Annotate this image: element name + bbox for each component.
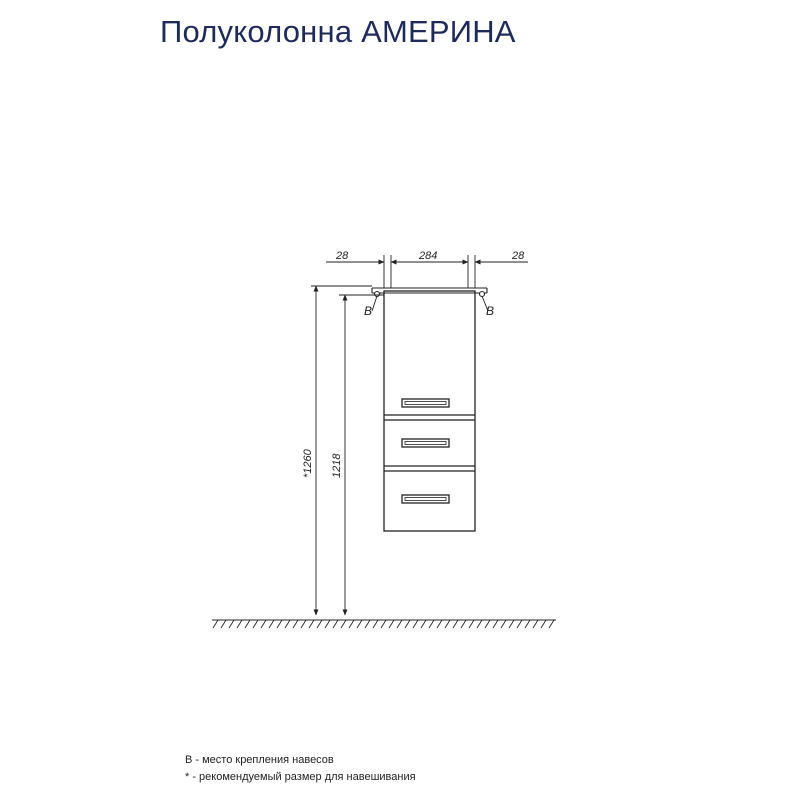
floor-hatch-stroke <box>493 620 498 628</box>
floor-hatch-stroke <box>485 620 490 628</box>
floor-hatch-stroke <box>341 620 346 628</box>
floor-hatch-stroke <box>461 620 466 628</box>
floor-hatch-stroke <box>405 620 410 628</box>
floor-hatch-stroke <box>365 620 370 628</box>
floor-hatch-stroke <box>349 620 354 628</box>
floor-hatch-stroke <box>397 620 402 628</box>
door-handle <box>402 399 449 407</box>
drawer-2-handle <box>402 495 449 503</box>
floor-hatch-stroke <box>549 620 554 628</box>
floor-hatch-stroke <box>517 620 522 628</box>
mount-point-right <box>480 292 495 319</box>
floor-hatching <box>213 620 554 628</box>
floor-hatch-stroke <box>533 620 538 628</box>
floor-hatch-stroke <box>429 620 434 628</box>
floor-hatch-stroke <box>445 620 450 628</box>
dim-height-mount <box>311 286 372 615</box>
floor-hatch-stroke <box>317 620 322 628</box>
floor-hatch-stroke <box>389 620 394 628</box>
floor-hatch-stroke <box>541 620 546 628</box>
mount-point-left <box>364 292 380 319</box>
floor-hatch-stroke <box>421 620 426 628</box>
floor-hatch-stroke <box>469 620 474 628</box>
floor-hatch-stroke <box>293 620 298 628</box>
dim-label-right-28: 28 <box>512 250 525 262</box>
floor-hatch-stroke <box>525 620 530 628</box>
floor-hatch-stroke <box>309 620 314 628</box>
floor-hatch-stroke <box>501 620 506 628</box>
floor-hatch-stroke <box>301 620 306 628</box>
floor-hatch-stroke <box>333 620 338 628</box>
floor-hatch-stroke <box>413 620 418 628</box>
drawer-1-handle <box>402 439 449 447</box>
floor-hatch-stroke <box>381 620 386 628</box>
floor-hatch-stroke <box>229 620 234 628</box>
drawer-1-handle-inner <box>405 442 446 445</box>
floor-hatch-stroke <box>509 620 514 628</box>
legend-mount-points: B - место крепления навесов <box>185 754 334 766</box>
floor-hatch-stroke <box>269 620 274 628</box>
floor-hatch-stroke <box>277 620 282 628</box>
mount-label-right: B <box>486 304 495 318</box>
door-handle-inner <box>405 402 446 405</box>
floor-hatch-stroke <box>221 620 226 628</box>
dim-label-1218: 1218 <box>331 453 343 478</box>
floor-hatch-stroke <box>477 620 482 628</box>
floor-hatch-stroke <box>261 620 266 628</box>
floor-hatch-stroke <box>285 620 290 628</box>
floor-hatch-stroke <box>357 620 362 628</box>
legend-recommended-size: * - рекомендуемый размер для навешивания <box>185 771 416 783</box>
floor-hatch-stroke <box>437 620 442 628</box>
dim-label-1260: *1260 <box>302 449 314 478</box>
floor-hatch-stroke <box>453 620 458 628</box>
floor-hatch-stroke <box>245 620 250 628</box>
floor-hatch-stroke <box>325 620 330 628</box>
dim-label-284: 284 <box>419 250 438 262</box>
dim-height-cabinet <box>339 295 384 615</box>
dim-label-left-28: 28 <box>336 250 349 262</box>
page-title: Полуколонна АМЕРИНА <box>160 14 516 49</box>
floor-hatch-stroke <box>253 620 258 628</box>
floor-hatch-stroke <box>237 620 242 628</box>
mount-label-left: B <box>364 304 373 318</box>
floor-hatch-stroke <box>373 620 378 628</box>
cabinet-body <box>384 291 475 531</box>
drawer-2-handle-inner <box>405 498 446 501</box>
floor-hatch-stroke <box>213 620 218 628</box>
